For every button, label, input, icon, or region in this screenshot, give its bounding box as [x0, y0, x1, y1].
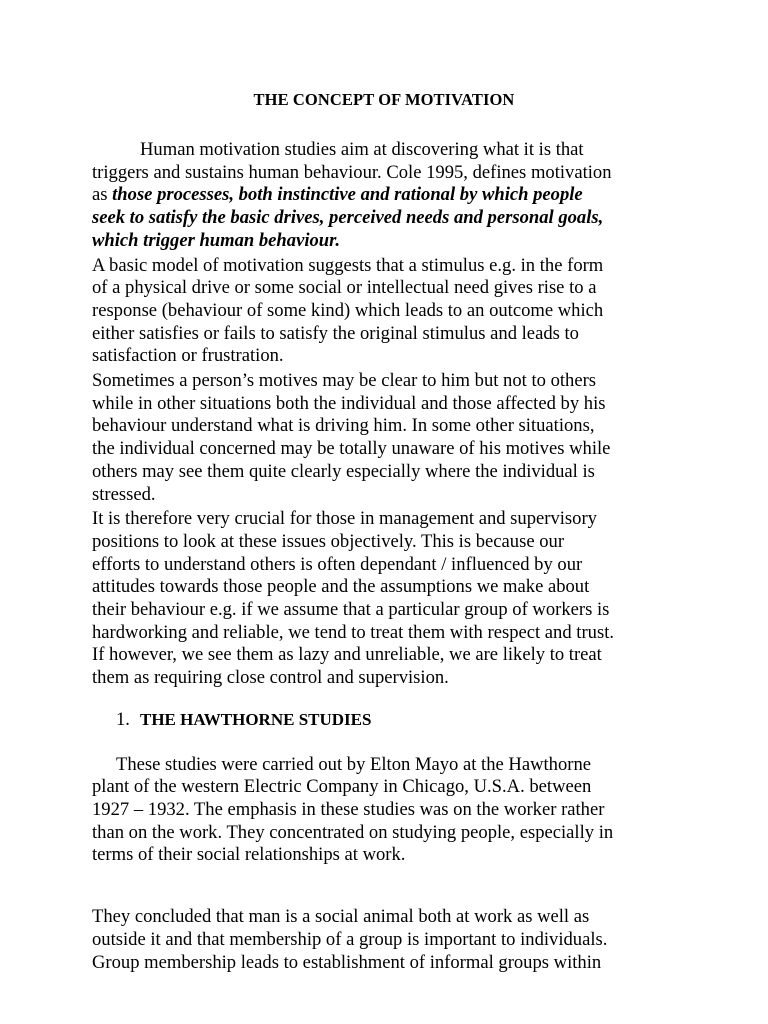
- emphasized-line: seek to satisfy the basic drives, perceived needs and personal goals,: [92, 207, 604, 229]
- emphasized-text: those processes, both instinctive and rational by which people: [112, 184, 583, 206]
- paragraph-line: A basic model of motivation suggests that a stimulus e.g. in the form: [92, 254, 604, 276]
- paragraph-line: They concluded that man is a social animal both at work as well as: [92, 906, 590, 928]
- section-heading-text: THE HAWTHORNE STUDIES: [140, 710, 372, 729]
- plain-text: as: [92, 184, 113, 206]
- paragraph-line: [92, 184, 682, 207]
- paragraph-line: terms of their social relationships at work.: [92, 844, 406, 866]
- paragraph-motives: [92, 370, 682, 506]
- paragraph-line: efforts to understand others is often dependant / influenced by our: [92, 553, 583, 575]
- paragraph-line: stressed.: [92, 483, 156, 505]
- paragraph-basic-model: [92, 255, 682, 369]
- paragraph-line: others may see them quite clearly especially where the individual is: [92, 460, 595, 482]
- paragraph-line: 1927 – 1932. The emphasis in these studies was on the worker rather: [92, 799, 605, 820]
- paragraph-line: Sometimes a person’s motives may be clear to him but not to others: [92, 370, 597, 392]
- paragraph-line: hardworking and reliable, we tend to treat them with respect and trust.: [92, 621, 615, 643]
- paragraph-line: plant of the western Electric Company in Chicago, U.S.A. between: [92, 776, 592, 798]
- body-section-intro: [92, 139, 682, 690]
- paragraph-hawthorne: [92, 754, 702, 868]
- paragraph-line: Human motivation studies aim at discovering what it is that: [140, 139, 584, 160]
- paragraph-line: If however, we see them as lazy and unreliable, we are likely to treat: [92, 644, 602, 666]
- paragraph-line: attitudes towards those people and the assumptions we make about: [92, 576, 590, 598]
- paragraph-line: satisfaction or frustration.: [92, 345, 284, 367]
- document-title: THE CONCEPT OF MOTIVATION: [253, 90, 515, 109]
- paragraph-line: while in other situations both the individual and those affected by his: [92, 392, 606, 414]
- paragraph-line: triggers and sustains human behaviour. Cole 1995, defines motivation: [92, 161, 612, 183]
- paragraph-line: either satisfies or fails to satisfy the original stimulus and leads to: [92, 322, 579, 344]
- section-heading: [116, 709, 371, 732]
- paragraph-line: These studies were carried out by Elton Mayo at the Hawthorne: [116, 753, 592, 775]
- paragraph-line: of a physical drive or some social or intellectual need gives rise to a: [92, 277, 597, 299]
- paragraph-line: their behaviour e.g. if we assume that a particular group of workers is: [92, 599, 610, 621]
- body-section-hawthorne: [92, 735, 702, 993]
- section-number: 1.: [116, 709, 130, 730]
- paragraph-line: the individual concerned may be totally unaware of his motives while: [92, 438, 611, 460]
- paragraph-line: Group membership leads to establishment of informal groups within: [92, 951, 602, 973]
- paragraph-line: positions to look at these issues objectively. This is because our: [92, 530, 565, 552]
- paragraph-conclusion: [92, 906, 702, 974]
- paragraph-line: response (behaviour of some kind) which leads to an outcome which: [92, 299, 604, 321]
- paragraph-line: than on the work. They concentrated on studying people, especially in: [92, 821, 614, 843]
- paragraph-line: It is therefore very crucial for those in management and supervisory: [92, 508, 597, 530]
- paragraph-definition: [92, 139, 682, 253]
- paragraph-line: outside it and that membership of a group is important to individuals.: [92, 929, 608, 950]
- emphasized-line: which trigger human behaviour.: [92, 229, 340, 251]
- paragraph-management: [92, 508, 682, 690]
- paragraph-line: behaviour understand what is driving him. In some other situations,: [92, 415, 595, 437]
- paragraph-line: them as requiring close control and supervision.: [92, 667, 449, 689]
